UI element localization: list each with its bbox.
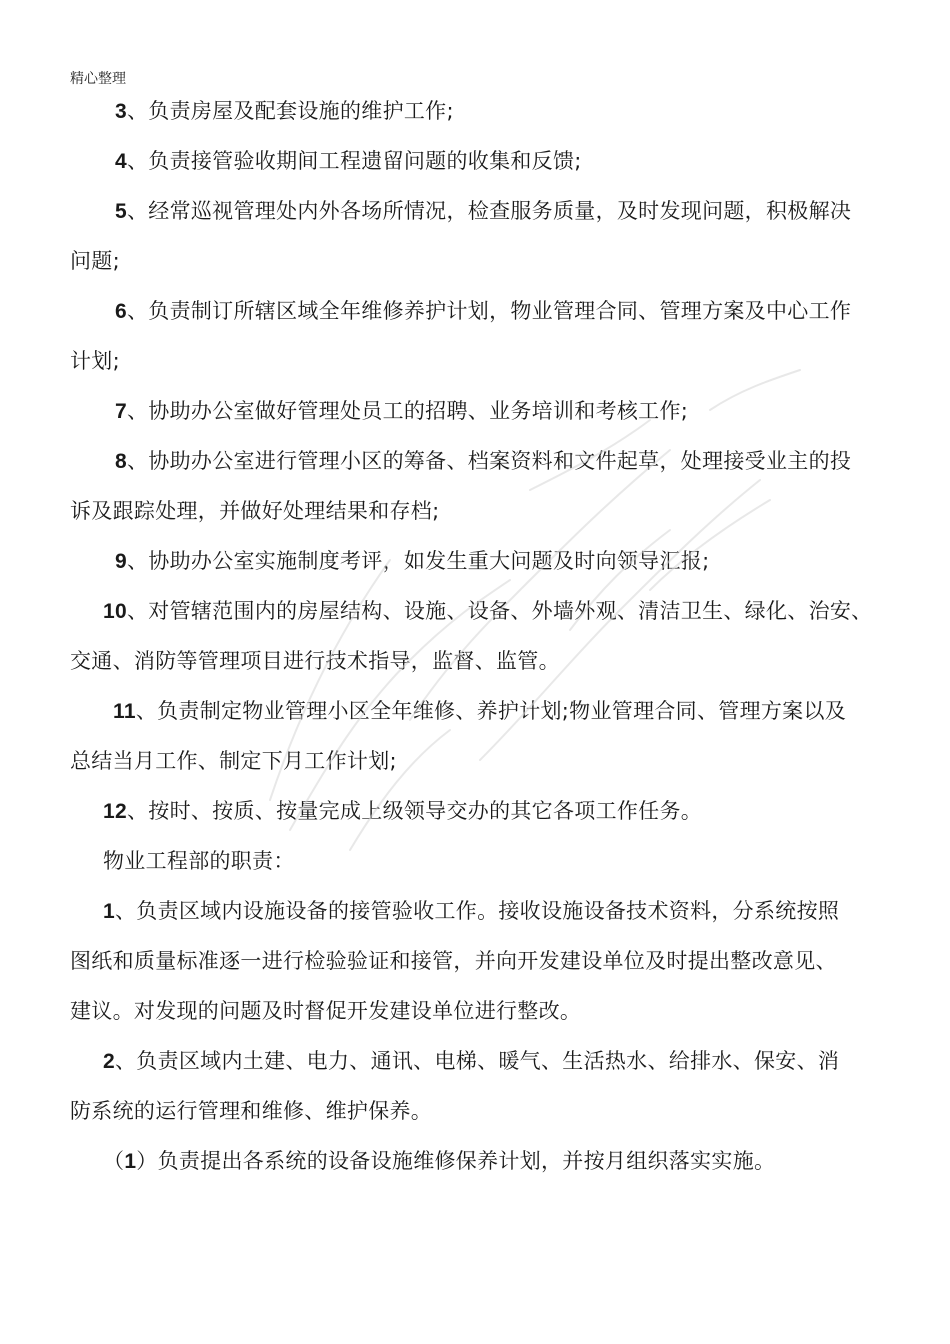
item-text: 、经常巡视管理处内外各场所情况，检查服务质量，及时发现问题，积极解决 — [126, 199, 852, 223]
sub-item — [103, 1146, 923, 1177]
item-number: 8 — [115, 450, 127, 473]
item-text: 、协助办公室进行管理小区的筹备、档案资料和文件起草，处理接受业主的投 — [126, 449, 852, 473]
item-number: 7 — [115, 400, 127, 423]
item-continuation: 总结当月工作、制定下月工作计划; — [70, 749, 397, 773]
item-number: 5 — [115, 200, 127, 223]
section-title: 物业工程部的职责： — [103, 849, 295, 873]
item-continuation: 诉及跟踪处理，并做好处理结果和存档; — [70, 499, 440, 523]
list-item — [115, 196, 935, 227]
duty-continuation: 图纸和质量标准逐一进行检验验证和接管，并向开发建设单位及时提出整改意见、 — [70, 949, 837, 973]
list-item — [115, 296, 935, 327]
item-number: 6 — [115, 300, 127, 323]
item-number: 4 — [115, 150, 127, 173]
header-label: 精心整理 — [70, 71, 126, 87]
item-text: 、负责制订所辖区域全年维修养护计划，物业管理合同、管理方案及中心工作 — [126, 299, 852, 323]
duty-continuation: 防系统的运行管理和维修、维护保养。 — [70, 1099, 433, 1123]
duty-continuation: 建议。对发现的问题及时督促开发建设单位进行整改。 — [70, 999, 582, 1023]
item-text: 、负责房屋及配套设施的维护工作; — [126, 99, 454, 123]
item-continuation: 交通、消防等管理项目进行技术指导，监督、监管。 — [70, 649, 560, 673]
item-number: 9 — [115, 550, 127, 573]
item-text: 、协助办公室实施制度考评，如发生重大问题及时向领导汇报; — [126, 549, 710, 573]
list-item — [115, 96, 935, 127]
item-text: 、按时、按质、按量完成上级领导交办的其它各项工作任务。 — [126, 799, 703, 823]
sub-text: ）负责提出各系统的设备设施维修保养计划，并按月组织落实实施。 — [136, 1149, 776, 1173]
list-item — [115, 146, 935, 177]
list-item — [103, 596, 923, 627]
item-text: 、负责接管验收期间工程遗留问题的收集和反馈; — [126, 149, 582, 173]
list-item — [113, 696, 933, 727]
duty-number: 2 — [103, 1050, 115, 1073]
item-text: 、对管辖范围内的房屋结构、设施、设备、外墙外观、清洁卫生、绿化、治安、 — [126, 599, 873, 623]
item-number: 3 — [115, 100, 127, 123]
sub-open-paren: （ — [103, 1149, 125, 1173]
duty-number: 1 — [103, 900, 115, 923]
item-text: 、协助办公室做好管理处员工的招聘、业务培训和考核工作; — [126, 399, 689, 423]
item-continuation: 计划; — [70, 349, 120, 373]
item-number: 12 — [103, 800, 127, 823]
list-item — [103, 796, 923, 827]
item-text: 、负责制定物业管理小区全年维修、养护计划;物业管理合同、管理方案以及 — [135, 699, 847, 723]
item-continuation: 问题; — [70, 249, 120, 273]
duty-text: 、负责区域内土建、电力、通讯、电梯、暖气、生活热水、给排水、保安、消 — [114, 1049, 840, 1073]
duty-item — [103, 896, 923, 927]
duty-item — [103, 1046, 923, 1077]
item-number: 10 — [103, 600, 127, 623]
list-item — [115, 446, 935, 477]
list-item — [115, 546, 935, 577]
duty-text: 、负责区域内设施设备的接管验收工作。接收设施设备技术资料，分系统按照 — [114, 899, 840, 923]
sub-number: 1 — [124, 1150, 137, 1173]
item-number: 11 — [113, 700, 136, 723]
list-item — [115, 396, 935, 427]
